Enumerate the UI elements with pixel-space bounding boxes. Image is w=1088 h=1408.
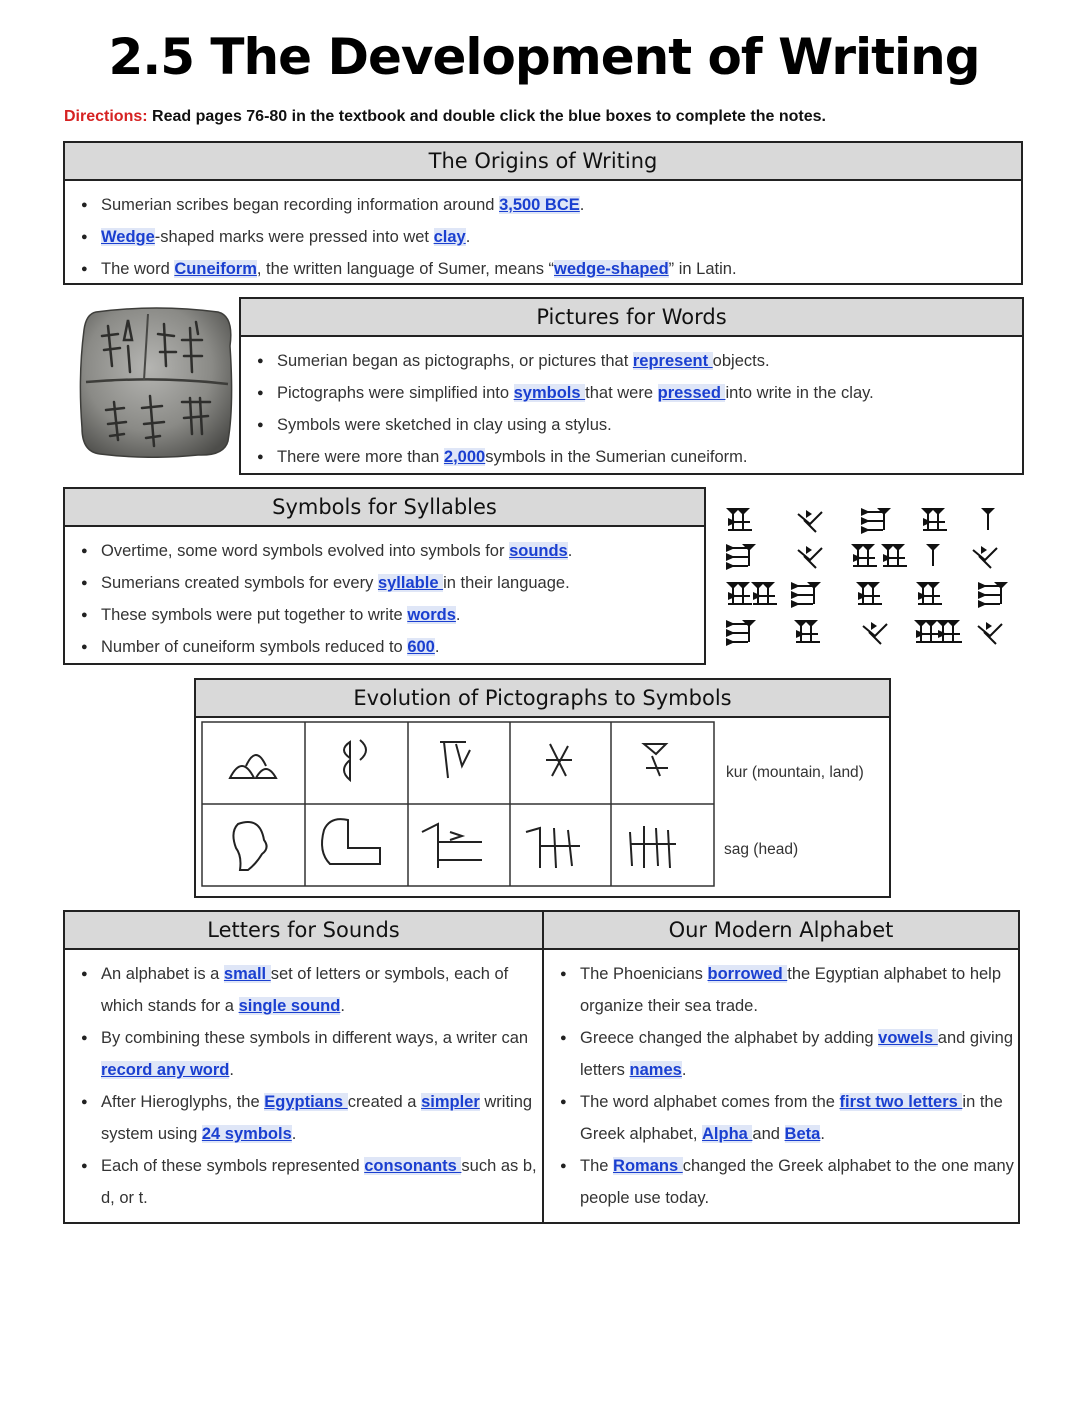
bullet-text: in their language. [443,574,570,592]
bullet-text: Symbols were sketched in clay using a stylus. [277,416,612,434]
modern-column [544,912,1018,1222]
modern-heading: Our Modern Alphabet [544,912,1018,950]
bullet-text: -shaped marks were pressed into wet [154,228,434,246]
fill-in-answer[interactable]: clay [433,228,466,246]
bullet-text: , the written language of Sumer, means “ [256,260,555,278]
fill-in-answer[interactable]: first two letters [839,1093,963,1111]
bullet-text: and [752,1125,785,1143]
fill-in-answer[interactable]: Alpha [702,1125,753,1143]
fill-in-answer[interactable]: Wedge [101,228,155,246]
pictures-list [241,337,1022,473]
pictograph-evolution-chart [200,720,716,890]
bullet-text: The word [101,260,175,278]
directions-text: Read pages 76-80 in the textbook and double click the blue boxes to complete the notes. [147,108,826,125]
letters-heading: Letters for Sounds [65,912,542,950]
fill-in-answer[interactable]: Beta [784,1125,821,1143]
bullet-item [81,535,704,567]
cuneiform-symbols-image [716,498,1026,658]
bullet-text: objects. [712,352,770,370]
bullet-text: There were more than [277,448,444,466]
bullet-text: set of letters or symbols, each of which stands for a [101,965,509,1015]
bullet-item [81,958,542,1022]
fill-in-answer[interactable]: sounds [509,542,568,560]
fill-in-answer[interactable]: wedge-shaped [554,260,669,278]
pictures-section [239,297,1024,475]
origins-list [65,181,1021,285]
pictures-heading: Pictures for Words [241,299,1022,337]
bullet-text: Number of cuneiform symbols reduced to [101,638,408,656]
fill-in-answer[interactable]: Egyptians [264,1093,348,1111]
bullet-text: Overtime, some word symbols evolved into symbols for [101,542,510,560]
fill-in-answer[interactable]: 2,000 [443,448,486,466]
evolution-heading: Evolution of Pictographs to Symbols [196,680,889,718]
fill-in-answer[interactable]: consonants [364,1157,462,1175]
fill-in-answer[interactable]: syllable [377,574,444,592]
syllables-list [65,527,704,663]
bullet-item [81,599,704,631]
fill-in-answer[interactable]: borrowed [707,965,788,983]
bullet-text: By combining these symbols in different ways, a writer can [101,1029,529,1047]
bullet-text: Sumerian scribes began recording information around [101,196,500,214]
fill-in-answer[interactable]: symbols [513,384,586,402]
bullet-text: . [465,228,471,246]
bullet-text: . [681,1061,687,1079]
fill-in-answer[interactable]: single sound [238,997,341,1015]
fill-in-answer[interactable]: vowels [878,1029,938,1047]
fill-in-answer[interactable]: Romans [613,1157,683,1175]
letters-column [65,912,544,1222]
bullet-item [560,1150,1018,1214]
bullet-item [81,189,1021,221]
bullet-text: . [820,1125,825,1143]
fill-in-answer[interactable]: names [629,1061,682,1079]
alphabet-section [63,910,1020,1224]
directions [64,108,826,126]
bullet-text: An alphabet is a [101,965,224,983]
origins-section [63,141,1023,285]
bullet-item [81,567,704,599]
bullet-text: Sumerian began as pictographs, or pictures that [277,352,633,370]
bullet-text: These symbols were put together to write [101,606,408,624]
evolution-row-label-sag: sag (head) [724,841,799,858]
bullet-text: . [579,196,585,214]
bullet-item [560,1086,1018,1150]
bullet-item [81,1022,542,1086]
fill-in-answer[interactable]: words [407,606,456,624]
page-title: 2.5 The Development of Writing [108,28,980,86]
bullet-text: that were [585,384,658,402]
bullet-text: writing system using [101,1093,533,1143]
bullet-item [81,1150,542,1214]
fill-in-answer[interactable]: pressed [657,384,726,402]
syllables-heading: Symbols for Syllables [65,489,704,527]
bullet-text: . [291,1125,297,1143]
bullet-text: and giving letters [580,1029,1014,1079]
bullet-item [257,377,1022,409]
bullet-text: Pictographs were simplified into [277,384,514,402]
fill-in-answer[interactable]: Cuneiform [174,260,257,278]
bullet-text: . [455,606,461,624]
bullet-text: into write in the clay. [725,384,874,402]
fill-in-answer[interactable]: represent [632,352,713,370]
letters-list [65,950,542,1214]
modern-list [544,950,1018,1214]
bullet-item [81,631,704,663]
bullet-text: symbols in the Sumerian cuneiform. [485,448,748,466]
bullet-text: ” in Latin. [668,260,737,278]
bullet-item [81,253,1021,285]
bullet-item [257,409,1022,441]
bullet-item [81,1086,542,1150]
bullet-item [81,221,1021,253]
bullet-text: The Phoenicians [580,965,708,983]
syllables-section [63,487,706,665]
bullet-text: The word alphabet comes from the [580,1093,840,1111]
bullet-text: . [434,638,440,656]
clay-tablet-image [78,306,233,458]
bullet-item [560,958,1018,1022]
bullet-text: changed the Greek alphabet to the one many people use today. [580,1157,1014,1207]
bullet-item [257,345,1022,377]
bullet-text: . [340,997,345,1015]
bullet-text: Sumerians created symbols for every [101,574,378,592]
bullet-item [560,1022,1018,1086]
fill-in-answer[interactable]: small [223,965,271,983]
bullet-text: such as b, d, or t. [101,1157,537,1207]
evolution-row-label-kur: kur (mountain, land) [726,764,864,781]
fill-in-answer[interactable]: 3,500 BCE [499,196,580,214]
bullet-text: the Egyptian alphabet to help organize their sea trade. [580,965,1002,1015]
bullet-text: . [229,1061,234,1079]
bullet-item [257,441,1022,473]
fill-in-answer[interactable]: 24 symbols [201,1125,292,1143]
directions-label: Directions: [64,108,148,125]
bullet-text: After Hieroglyphs, the [101,1093,265,1111]
bullet-text: Each of these symbols represented [101,1157,365,1175]
fill-in-answer[interactable]: 600 [407,638,435,656]
bullet-text: . [567,542,573,560]
origins-heading: The Origins of Writing [65,143,1021,181]
bullet-text: The [580,1157,614,1175]
fill-in-answer[interactable]: simpler [421,1093,480,1111]
fill-in-answer[interactable]: record any word [101,1061,230,1079]
bullet-text: in the Greek alphabet, [580,1093,1003,1143]
bullet-text: created a [347,1093,422,1111]
bullet-text: Greece changed the alphabet by adding [580,1029,879,1047]
